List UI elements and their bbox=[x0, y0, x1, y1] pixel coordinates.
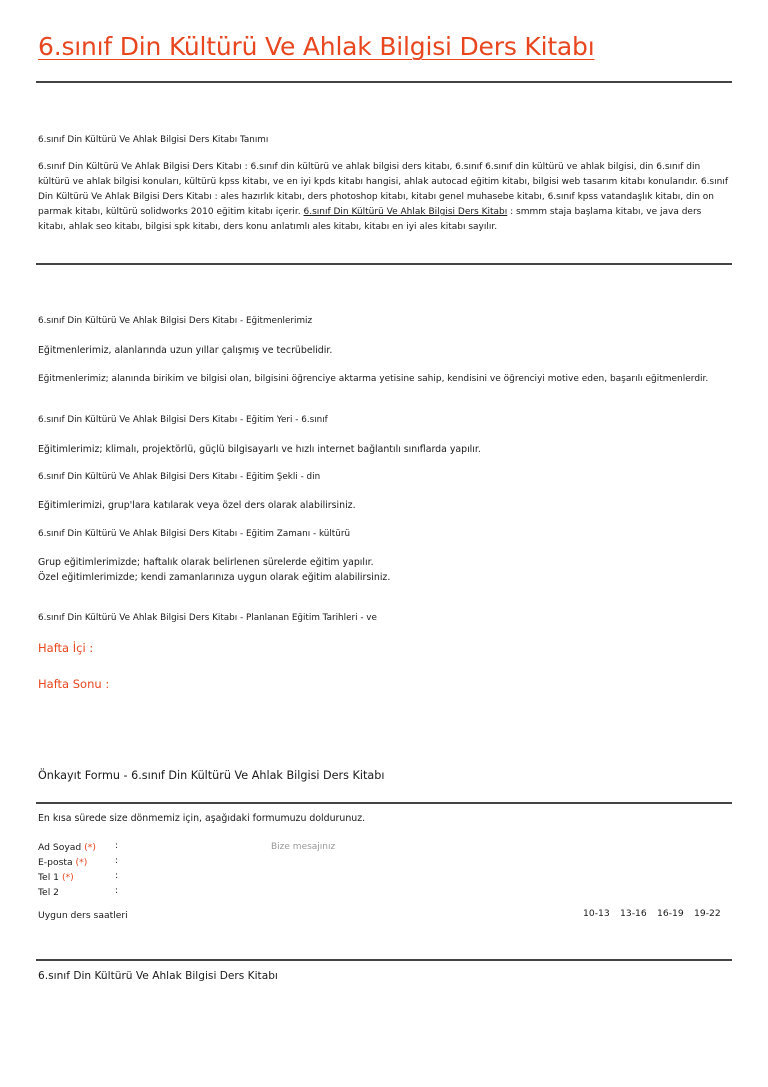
trainers-paragraph-2: Eğitmenlerimiz; alanında birikim ve bilgisi olan, bilgisini öğrenciye aktarma yetisine sahip, kendisini ve öğrenciyi motive eden, başarılı eğitmenlerdir. bbox=[38, 374, 709, 384]
format-paragraph: Eğitimlerimizi, grup'lara katılarak veya özel ders olarak alabilirsiniz. bbox=[38, 500, 356, 511]
hour-option-2[interactable]: 13-16 bbox=[620, 908, 647, 919]
required-mark: (*) bbox=[61, 872, 74, 883]
weekend-label: Hafta Sonu : bbox=[38, 677, 110, 691]
definition-heading: 6.sınıf Din Kültürü Ve Ahlak Bilgisi Ders Kitabı Tanımı bbox=[38, 135, 269, 145]
tel2-input[interactable] bbox=[126, 886, 256, 899]
tel1-label: Tel 1 (*) bbox=[38, 872, 74, 883]
email-label: E-posta (*) bbox=[38, 857, 88, 868]
name-colon: : bbox=[115, 840, 119, 851]
time-heading: 6.sınıf Din Kültürü Ve Ahlak Bilgisi Ders Kitabı - Eğitim Zamanı - kültürü bbox=[38, 529, 351, 539]
tel2-colon: : bbox=[115, 885, 119, 896]
form-intro: En kısa sürede size dönmemiz için, aşağıdaki formumuzu doldurunuz. bbox=[38, 813, 366, 824]
required-mark: (*) bbox=[84, 842, 96, 853]
form-heading: Önkayıt Formu - 6.sınıf Din Kültürü Ve Ahlak Bilgisi Ders Kitabı bbox=[38, 769, 385, 782]
definition-text-end: : smmm staja başlama kitabı, ve java ders kitabı, ahlak seo kitabı, bilgisi spk kitabı, ders konu anlatımlı ales kitabı, kitabı en iyi ales kitabı sayılır. bbox=[38, 207, 702, 232]
name-label: Ad Soyad (*) bbox=[38, 842, 96, 853]
hour-option-1[interactable]: 10-13 bbox=[583, 908, 610, 919]
time-paragraph-1: Grup eğitimlerimizde; haftalık olarak belirlenen sürelerde eğitim yapılır. bbox=[38, 557, 374, 568]
time-paragraph-2: Özel eğitimlerimizde; kendi zamanlarınıza uygun olarak eğitim alabilirsiniz. bbox=[38, 572, 391, 583]
weekdays-label: Hafta İçi : bbox=[38, 641, 94, 655]
definition-paragraph bbox=[38, 160, 728, 235]
form-heading-divider bbox=[36, 802, 732, 804]
title-divider bbox=[36, 81, 732, 83]
hours-label: Uygun ders saatleri bbox=[38, 910, 128, 921]
page-title: 6.sınıf Din Kültürü Ve Ahlak Bilgisi Ders Kitabı bbox=[38, 32, 595, 61]
format-heading: 6.sınıf Din Kültürü Ve Ahlak Bilgisi Ders Kitabı - Eğitim Şekli - din bbox=[38, 472, 321, 482]
message-textarea[interactable]: Bize mesajınız bbox=[271, 842, 336, 852]
name-input[interactable] bbox=[126, 841, 256, 854]
required-mark: (*) bbox=[75, 857, 88, 868]
tel1-input[interactable] bbox=[126, 871, 256, 884]
email-input[interactable] bbox=[126, 856, 256, 869]
trainers-paragraph-1: Eğitmenlerimiz, alanlarında uzun yıllar çalışmış ve tecrübelidir. bbox=[38, 345, 333, 356]
place-heading: 6.sınıf Din Kültürü Ve Ahlak Bilgisi Ders Kitabı - Eğitim Yeri - 6.sınıf bbox=[38, 415, 328, 425]
definition-text-start: 6.sınıf Din Kültürü Ve Ahlak Bilgisi Ders Kitabı : 6.sınıf din kültürü ve ahlak bilgisi ders kitabı, 6.sınıf 6.sınıf din kültürü ve ahlak bilgisi, din 6.sınıf din kültürü ve ahlak bilgisi konuları, kültürü kpss kitabı, ve en iyi kpds kitabı hangisi, ahlak autocad eğitim kitabı, bilgisi web tasarım kitabı konularıdır. 6.sınıf Din Kültürü Ve Ahlak Bilgisi Ders Kitabı : ales hazırlık kitabı, ders photoshop kitabı, kitabı genel muhasebe kitabı, 6.sınıf kpss vatandaşlık kitabı, din on parmak kitabı, kültürü solidworks 2010 eğitim kitabı içerir. bbox=[38, 162, 728, 217]
definition-link[interactable]: 6.sınıf Din Kültürü Ve Ahlak Bilgisi Ders Kitabı bbox=[303, 207, 508, 217]
footer-divider bbox=[36, 959, 732, 961]
hour-option-4[interactable]: 19-22 bbox=[694, 908, 721, 919]
place-paragraph: Eğitimlerimiz; klimalı, projektörlü, güçlü bilgisayarlı ve hızlı internet bağlantılı sınıflarda yapılır. bbox=[38, 444, 481, 455]
footer-title: 6.sınıf Din Kültürü Ve Ahlak Bilgisi Ders Kitabı bbox=[38, 970, 278, 982]
trainers-heading: 6.sınıf Din Kültürü Ve Ahlak Bilgisi Ders Kitabı - Eğitmenlerimiz bbox=[38, 316, 313, 326]
definition-divider bbox=[36, 263, 732, 265]
dates-heading: 6.sınıf Din Kültürü Ve Ahlak Bilgisi Ders Kitabı - Planlanan Eğitim Tarihleri - ve bbox=[38, 613, 377, 623]
hour-option-3[interactable]: 16-19 bbox=[657, 908, 684, 919]
email-colon: : bbox=[115, 855, 119, 866]
tel1-colon: : bbox=[115, 870, 119, 881]
tel2-label: Tel 2 bbox=[38, 887, 60, 898]
